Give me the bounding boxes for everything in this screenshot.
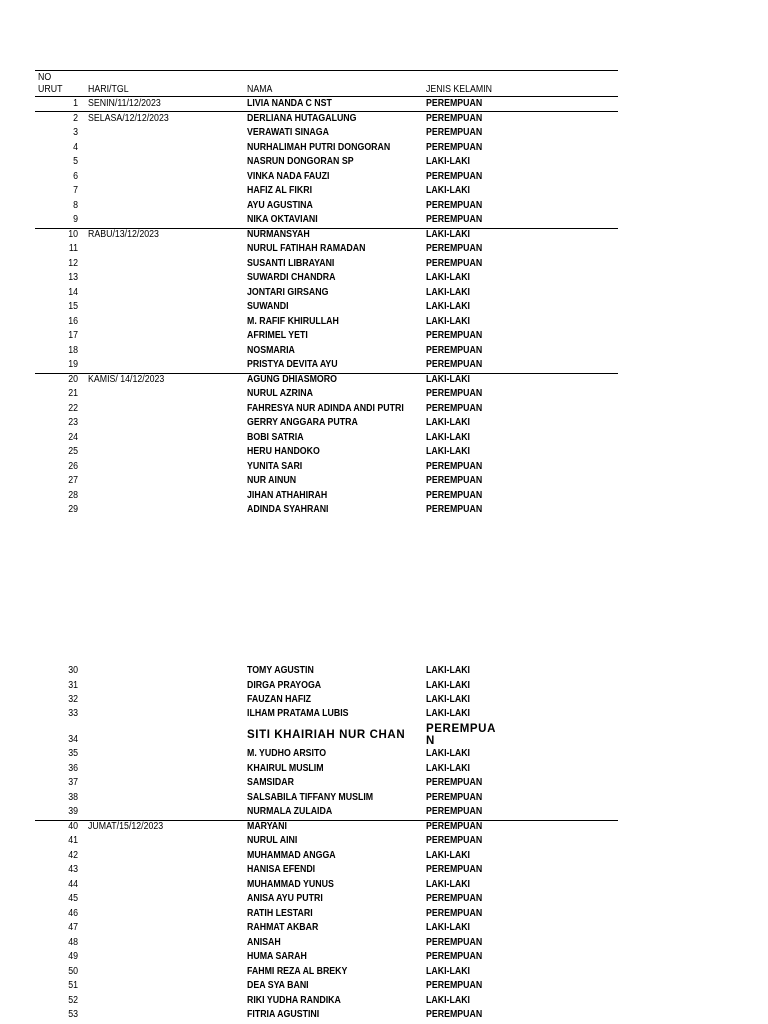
row-gender: LAKI-LAKI [426, 156, 470, 167]
row-name: JIHAN ATHAHIRAH [247, 489, 328, 501]
row-name: FITRIA AGUSTINI [247, 1009, 320, 1020]
row-gender: PEREMPUAN [426, 504, 483, 515]
row-name: ILHAM PRATAMA LUBIS [247, 708, 349, 719]
row-gender: LAKI-LAKI [426, 994, 470, 1006]
row-number: 34 [68, 734, 78, 745]
row-name: NUR AINUN [247, 475, 297, 486]
row-number: 23 [68, 417, 78, 428]
row-gender: PEREMPUAN [426, 791, 483, 803]
row-gender: PEREMPUAN [426, 475, 483, 486]
row-gender: PEREMPUAN [426, 359, 483, 370]
row-name: AGUNG DHIASMORO [247, 373, 337, 385]
row-number: 6 [73, 170, 78, 182]
row-number: 20 [68, 373, 78, 385]
header-no-line2: URUT [38, 84, 63, 95]
row-name: BOBI SATRIA [247, 431, 304, 443]
row-number: 28 [68, 489, 78, 501]
row-name: NIKA OKTAVIANI [247, 214, 318, 225]
row-number: 52 [68, 994, 78, 1006]
row-name: AYU AGUSTINA [247, 199, 313, 211]
row-gender: PEREMPUAN [426, 98, 483, 109]
row-name: SUWARDI CHANDRA [247, 272, 336, 283]
row-gender: PEREMPUAN [426, 820, 483, 832]
row-gender: PEREMPUAN [426, 777, 483, 788]
row-number: 26 [68, 460, 78, 472]
row-gender: LAKI-LAKI [426, 301, 470, 312]
row-number: 8 [73, 199, 78, 211]
row-name: ANISA AYU PUTRI [247, 893, 323, 904]
row-gender: PEREMPUAN [426, 141, 483, 153]
row-gender: PEREMPUAN [426, 806, 483, 817]
row-gender: LAKI-LAKI [426, 878, 470, 890]
row-number: 24 [68, 431, 78, 443]
row-name: NURUL AZRINA [247, 388, 313, 399]
row-day-date: JUMAT/15/12/2023 [88, 820, 164, 832]
row-name: DERLIANA HUTAGALUNG [247, 112, 357, 124]
row-gender: PEREMPUAN [426, 835, 483, 846]
row-number: 48 [68, 936, 78, 948]
row-number: 1 [73, 98, 78, 109]
row-gender: LAKI-LAKI [426, 228, 470, 240]
header-jenis-kelamin: JENIS KELAMIN [426, 84, 493, 95]
row-gender: LAKI-LAKI [426, 185, 470, 196]
row-gender: LAKI-LAKI [426, 748, 470, 759]
row-name: SUWANDI [247, 301, 289, 312]
row-number: 45 [68, 893, 78, 904]
row-gender: LAKI-LAKI [426, 665, 470, 676]
row-name: TOMY AGUSTIN [247, 665, 314, 676]
row-number: 4 [73, 141, 78, 153]
row-number: 7 [73, 185, 78, 196]
row-gender: LAKI-LAKI [426, 694, 470, 705]
row-gender: LAKI-LAKI [426, 965, 470, 977]
row-number: 13 [68, 272, 78, 283]
row-number: 21 [68, 388, 78, 399]
row-name: NOSMARIA [247, 344, 295, 356]
row-day-date: SELASA/12/12/2023 [88, 112, 169, 124]
header-nama: NAMA [247, 84, 273, 95]
row-gender: PEREMPUAN [426, 402, 483, 414]
row-gender: PEREMPUAN [426, 864, 483, 875]
row-number: 3 [73, 127, 78, 138]
row-number: 36 [68, 762, 78, 774]
header-no-line1: NO [38, 72, 52, 83]
row-name: RATIH LESTARI [247, 907, 313, 919]
row-gender: PEREMPUAN [426, 980, 483, 991]
row-number: 35 [68, 748, 78, 759]
row-name: FAHMI REZA AL BREKY [247, 965, 348, 977]
row-gender: PEREMPUAN [426, 951, 483, 962]
row-name: NURUL AINI [247, 835, 298, 846]
row-name: SUSANTI LIBRAYANI [247, 257, 335, 269]
row-name: NURMALA ZULAIDA [247, 806, 333, 817]
row-gender: LAKI-LAKI [426, 762, 470, 774]
row-number: 50 [68, 965, 78, 977]
row-number: 11 [68, 243, 78, 254]
row-number: 19 [68, 359, 78, 370]
row-number: 39 [68, 806, 78, 817]
row-gender: LAKI-LAKI [426, 708, 470, 719]
row-number: 14 [68, 286, 78, 298]
row-gender: PEREMPUA [426, 723, 496, 735]
row-number: 44 [68, 878, 78, 890]
row-name: HUMA SARAH [247, 951, 307, 962]
row-name: ADINDA SYAHRANI [247, 504, 329, 515]
row-number: 42 [68, 849, 78, 861]
row-gender: LAKI-LAKI [426, 286, 470, 298]
row-name: SAMSIDAR [247, 777, 294, 788]
row-name: MUHAMMAD ANGGA [247, 849, 336, 861]
row-gender: PEREMPUAN [426, 330, 483, 341]
row-gender: PEREMPUAN [426, 936, 483, 948]
row-name: VERAWATI SINAGA [247, 127, 329, 138]
row-gender: PEREMPUAN [426, 127, 483, 138]
row-name: PRISTYA DEVITA AYU [247, 359, 338, 370]
row-number: 51 [68, 980, 78, 991]
row-gender: PEREMPUAN [426, 257, 483, 269]
row-number: 15 [68, 301, 78, 312]
header-bottom-line [35, 96, 618, 97]
row-number: 29 [68, 504, 78, 515]
row-name: SITI KHAIRIAH NUR CHAN [247, 729, 406, 741]
row-number: 9 [73, 214, 78, 225]
row-number: 33 [68, 708, 78, 719]
row-gender: PEREMPUAN [426, 489, 483, 501]
row-name: NURUL FATIHAH RAMADAN [247, 243, 366, 254]
row-name: YUNITA SARI [247, 460, 303, 472]
row-number: 16 [68, 315, 78, 327]
row-day-date: KAMIS/ 14/12/2023 [88, 373, 165, 385]
row-name: FAHRESYA NUR ADINDA ANDI PUTRI [247, 402, 404, 414]
row-name: FAUZAN HAFIZ [247, 694, 312, 705]
row-name: NASRUN DONGORAN SP [247, 156, 354, 167]
row-name: DIRGA PRAYOGA [247, 680, 322, 691]
row-gender: LAKI-LAKI [426, 922, 470, 933]
row-number: 43 [68, 864, 78, 875]
row-gender: PEREMPUAN [426, 893, 483, 904]
row-number: 47 [68, 922, 78, 933]
row-gender: LAKI-LAKI [426, 849, 470, 861]
row-gender: LAKI-LAKI [426, 446, 470, 457]
row-number: 25 [68, 446, 78, 457]
row-gender: LAKI-LAKI [426, 417, 470, 428]
row-gender-wrap: N [426, 735, 435, 747]
row-number: 40 [68, 820, 78, 832]
row-gender: PEREMPUAN [426, 199, 483, 211]
row-gender: PEREMPUAN [426, 214, 483, 225]
row-gender: PEREMPUAN [426, 907, 483, 919]
row-number: 12 [68, 257, 78, 269]
header-top-line [35, 70, 618, 71]
row-number: 17 [68, 330, 78, 341]
row-name: LIVIA NANDA C NST [247, 98, 332, 109]
row-number: 37 [68, 777, 78, 788]
row-name: DEA SYA BANI [247, 980, 309, 991]
row-gender: PEREMPUAN [426, 344, 483, 356]
row-gender: PEREMPUAN [426, 112, 483, 124]
row-number: 41 [68, 835, 78, 846]
row-name: HANISA EFENDI [247, 864, 316, 875]
row-number: 53 [68, 1009, 78, 1020]
row-name: ANISAH [247, 936, 281, 948]
row-number: 46 [68, 907, 78, 919]
row-name: RAHMAT AKBAR [247, 922, 319, 933]
row-number: 5 [73, 156, 78, 167]
header-hari-tgl: HARI/TGL [88, 84, 129, 95]
row-gender: PEREMPUAN [426, 170, 483, 182]
row-gender: LAKI-LAKI [426, 373, 470, 385]
row-name: KHAIRUL MUSLIM [247, 762, 324, 774]
row-name: NURHALIMAH PUTRI DONGORAN [247, 141, 391, 153]
row-gender: PEREMPUAN [426, 388, 483, 399]
row-number: 30 [68, 665, 78, 676]
row-name: AFRIMEL YETI [247, 330, 308, 341]
row-gender: LAKI-LAKI [426, 680, 470, 691]
row-gender: LAKI-LAKI [426, 431, 470, 443]
row-name: SALSABILA TIFFANY MUSLIM [247, 791, 374, 803]
row-gender: PEREMPUAN [426, 1009, 483, 1020]
row-number: 27 [68, 475, 78, 486]
row-name: M. RAFIF KHIRULLAH [247, 315, 339, 327]
row-gender: LAKI-LAKI [426, 272, 470, 283]
row-name: MUHAMMAD YUNUS [247, 878, 334, 890]
row-number: 22 [68, 402, 78, 414]
row-name: M. YUDHO ARSITO [247, 748, 327, 759]
row-name: HAFIZ AL FIKRI [247, 185, 313, 196]
row-day-date: SENIN/11/12/2023 [88, 98, 161, 109]
row-number: 32 [68, 694, 78, 705]
row-gender: PEREMPUAN [426, 243, 483, 254]
row-name: RIKI YUDHA RANDIKA [247, 994, 341, 1006]
row-number: 2 [73, 112, 78, 124]
row-name: JONTARI GIRSANG [247, 286, 329, 298]
row-gender: LAKI-LAKI [426, 315, 470, 327]
row-name: NURMANSYAH [247, 228, 310, 240]
row-name: MARYANI [247, 820, 287, 832]
row-number: 38 [68, 791, 78, 803]
row-name: GERRY ANGGARA PUTRA [247, 417, 358, 428]
row-name: VINKA NADA FAUZI [247, 170, 330, 182]
row-number: 31 [68, 680, 78, 691]
row-number: 49 [68, 951, 78, 962]
row-name: HERU HANDOKO [247, 446, 320, 457]
row-gender: PEREMPUAN [426, 460, 483, 472]
row-number: 10 [68, 228, 78, 240]
row-number: 18 [68, 344, 78, 356]
row-day-date: RABU/13/12/2023 [88, 228, 159, 240]
